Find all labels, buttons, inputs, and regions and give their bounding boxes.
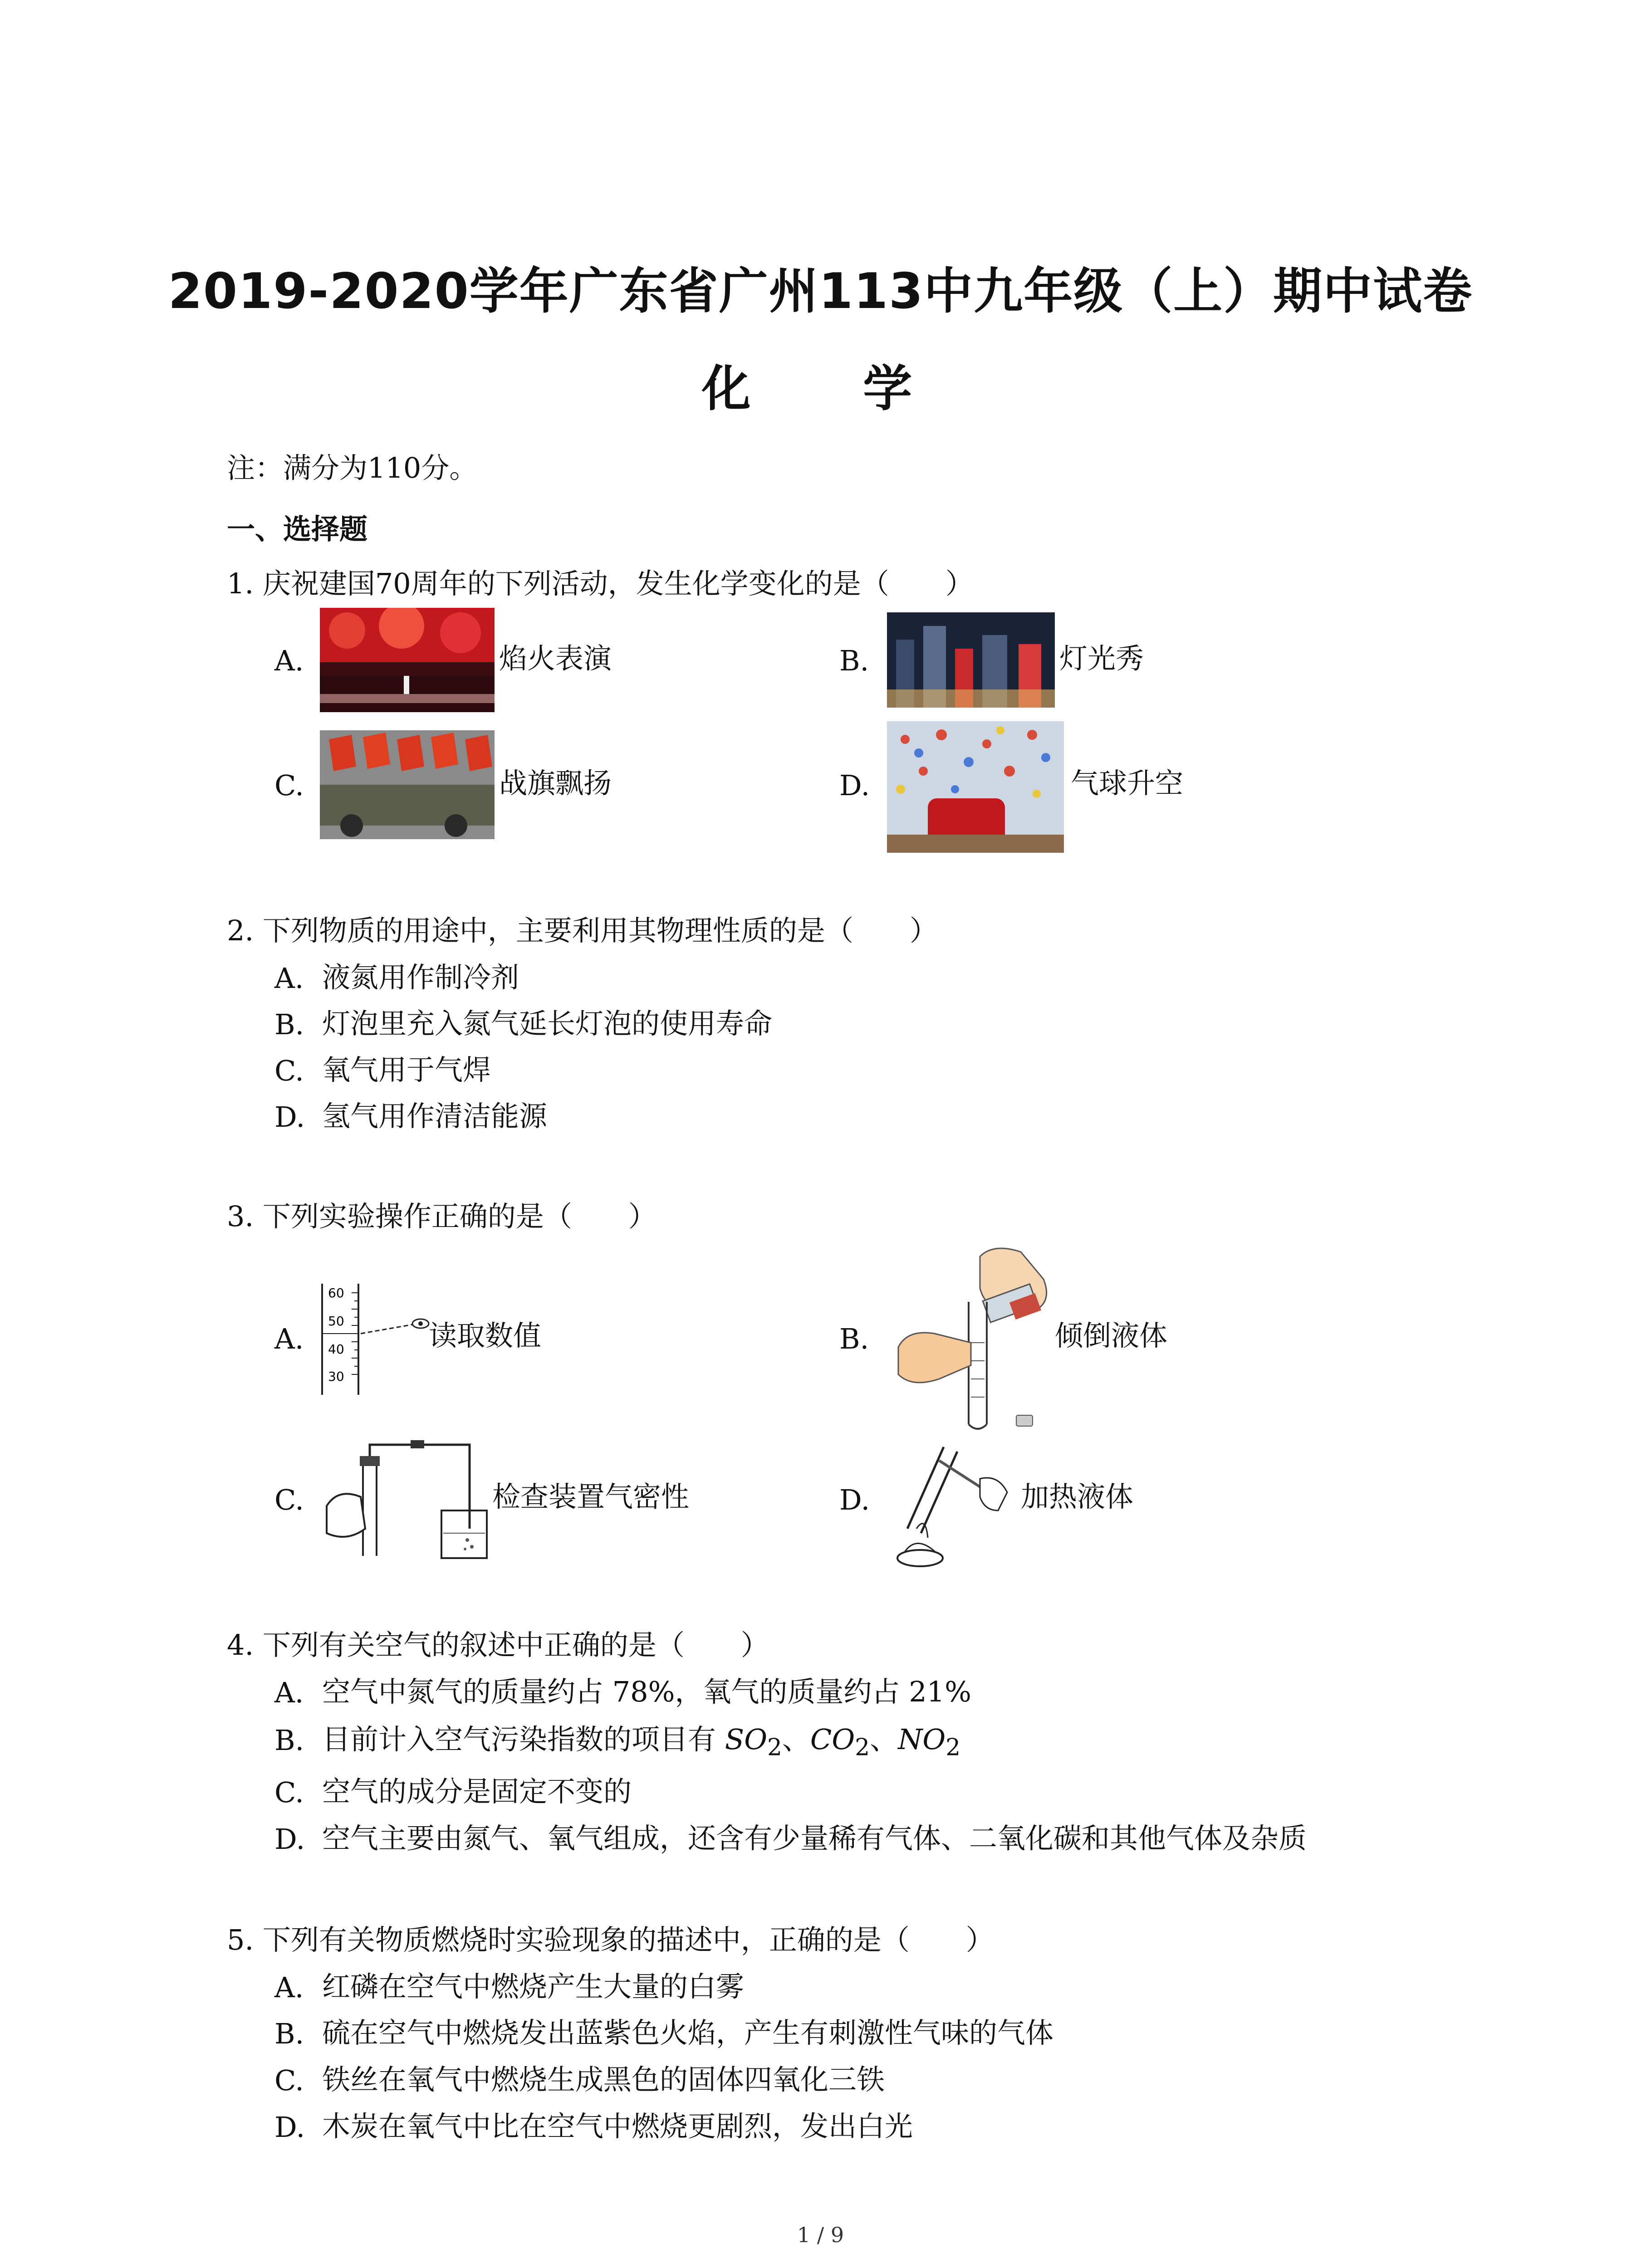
cylinder-diagram (320, 1279, 433, 1397)
score-note: 注：满分为110分。 (227, 451, 478, 484)
q2-option-b-letter: B. (274, 1008, 304, 1041)
q1-option-d-letter: D. (839, 769, 870, 802)
q4-option-c-text: 空气的成分是固定不变的 (322, 1775, 632, 1808)
q5-option-c-text: 铁丝在氧气中燃烧生成黑色的固体四氧化三铁 (322, 2063, 885, 2096)
q3-option-a-text: 读取数值 (429, 1319, 542, 1352)
formula-co2-subscript: 2 (855, 1734, 870, 1761)
cylinder-tick-60: 60 (328, 1286, 344, 1300)
q4-option-b-text-prefix: 目前计入空气污染指数的项目有 (322, 1723, 725, 1756)
formula-co2: CO (810, 1723, 855, 1756)
q3-option-b-text: 倾倒液体 (1055, 1319, 1168, 1352)
q5-option-a-text: 红磷在空气中燃烧产生大量的白雾 (322, 1970, 745, 2003)
fireworks-image (320, 608, 495, 712)
q2-option-a-text: 液氮用作制冷剂 (322, 961, 519, 994)
q4-option-c-letter: C. (274, 1776, 304, 1809)
q2-option-b-text: 灯泡里充入氮气延长灯泡的使用寿命 (322, 1007, 773, 1040)
q1-option-c-text: 战旗飘扬 (499, 767, 612, 800)
q5-option-a-letter: A. (274, 1971, 304, 2004)
q3-option-d-letter: D. (839, 1483, 870, 1516)
q5-option-b-text: 硫在空气中燃烧发出蓝紫色火焰，产生有刺激性气味的气体 (322, 2016, 1054, 2049)
q2-option-c-letter: C. (274, 1054, 304, 1087)
formula-separator-2: 、 (870, 1723, 898, 1756)
q4-option-a-text: 空气中氮气的质量约占 78%，氧气的质量约占 21% (322, 1675, 972, 1708)
question-2-stem: 2. 下列物质的用途中，主要利用其物理性质的是（ ） (227, 914, 938, 947)
q5-option-d-text: 木炭在氧气中比在空气中燃烧更剧烈，发出白光 (322, 2110, 913, 2143)
balloons-image (887, 721, 1064, 853)
q3-option-b-letter: B. (839, 1322, 869, 1355)
question-4-stem: 4. 下列有关空气的叙述中正确的是（ ） (227, 1628, 769, 1662)
flags-image (320, 730, 495, 839)
q1-lightshow-image (887, 612, 1055, 708)
pouring-diagram (889, 1243, 1062, 1433)
q2-option-c-text: 氧气用于气焊 (322, 1053, 491, 1086)
q4-option-d-letter: D. (274, 1823, 305, 1856)
q1-balloons-image (887, 721, 1064, 853)
q3-cylinder-diagram (320, 1279, 433, 1397)
formula-so2: SO (725, 1723, 768, 1756)
q4-option-d-text: 空气主要由氮气、氧气组成，还含有少量稀有气体、二氧化碳和其他气体及杂质 (322, 1822, 1307, 1855)
cylinder-tick-50: 50 (328, 1314, 344, 1329)
q2-option-a-letter: A. (274, 962, 304, 995)
q4-option-b-text (322, 1723, 960, 1761)
formula-no2-subscript: 2 (945, 1734, 961, 1761)
page-title: 2019-2020学年广东省广州113中九年级（上）期中试卷 (168, 263, 1473, 320)
question-5-stem: 5. 下列有关物质燃烧时实验现象的描述中，正确的是（ ） (227, 1923, 994, 1956)
q5-option-c-letter: C. (274, 2064, 304, 2097)
q1-option-a-text: 焰火表演 (499, 642, 612, 675)
q1-fireworks-image (320, 608, 495, 712)
q3-heating-diagram (889, 1433, 1025, 1569)
heating-diagram (889, 1433, 1025, 1569)
q3-pouring-diagram (889, 1243, 1062, 1433)
q3-option-a-letter: A. (274, 1322, 304, 1355)
q4-option-a-letter: A. (274, 1676, 304, 1709)
cylinder-tick-40: 40 (328, 1342, 344, 1357)
q2-option-d-letter: D. (274, 1100, 305, 1134)
q1-option-d-text: 气球升空 (1071, 767, 1184, 800)
page-subtitle: 化 学 (701, 361, 940, 417)
cylinder-tick-30: 30 (328, 1369, 344, 1384)
airtight-diagram (320, 1438, 492, 1560)
q1-flags-image (320, 730, 495, 839)
question-1-stem: 1. 庆祝建国70周年的下列活动，发生化学变化的是（ ） (227, 567, 974, 600)
question-3-stem: 3. 下列实验操作正确的是（ ） (227, 1200, 656, 1233)
formula-so2-subscript: 2 (767, 1734, 782, 1761)
section-title: 一、选择题 (227, 513, 368, 546)
q3-option-c-text: 检查装置气密性 (492, 1480, 690, 1513)
q2-option-d-text: 氢气用作清洁能源 (322, 1100, 548, 1133)
q5-option-d-letter: D. (274, 2111, 305, 2144)
page-number: 1 / 9 (797, 2223, 844, 2247)
q1-option-c-letter: C. (274, 769, 304, 802)
lightshow-image (887, 612, 1055, 708)
q3-option-c-letter: C. (274, 1483, 304, 1516)
q3-option-d-text: 加热液体 (1021, 1480, 1134, 1513)
q3-airtight-diagram (320, 1438, 492, 1560)
q1-option-b-letter: B. (839, 644, 869, 677)
formula-separator-1: 、 (782, 1723, 810, 1756)
q5-option-b-letter: B. (274, 2017, 304, 2050)
q1-option-b-text: 灯光秀 (1059, 642, 1144, 675)
q4-option-b-letter: B. (274, 1724, 304, 1757)
q1-option-a-letter: A. (274, 644, 304, 677)
formula-no2: NO (898, 1723, 946, 1756)
